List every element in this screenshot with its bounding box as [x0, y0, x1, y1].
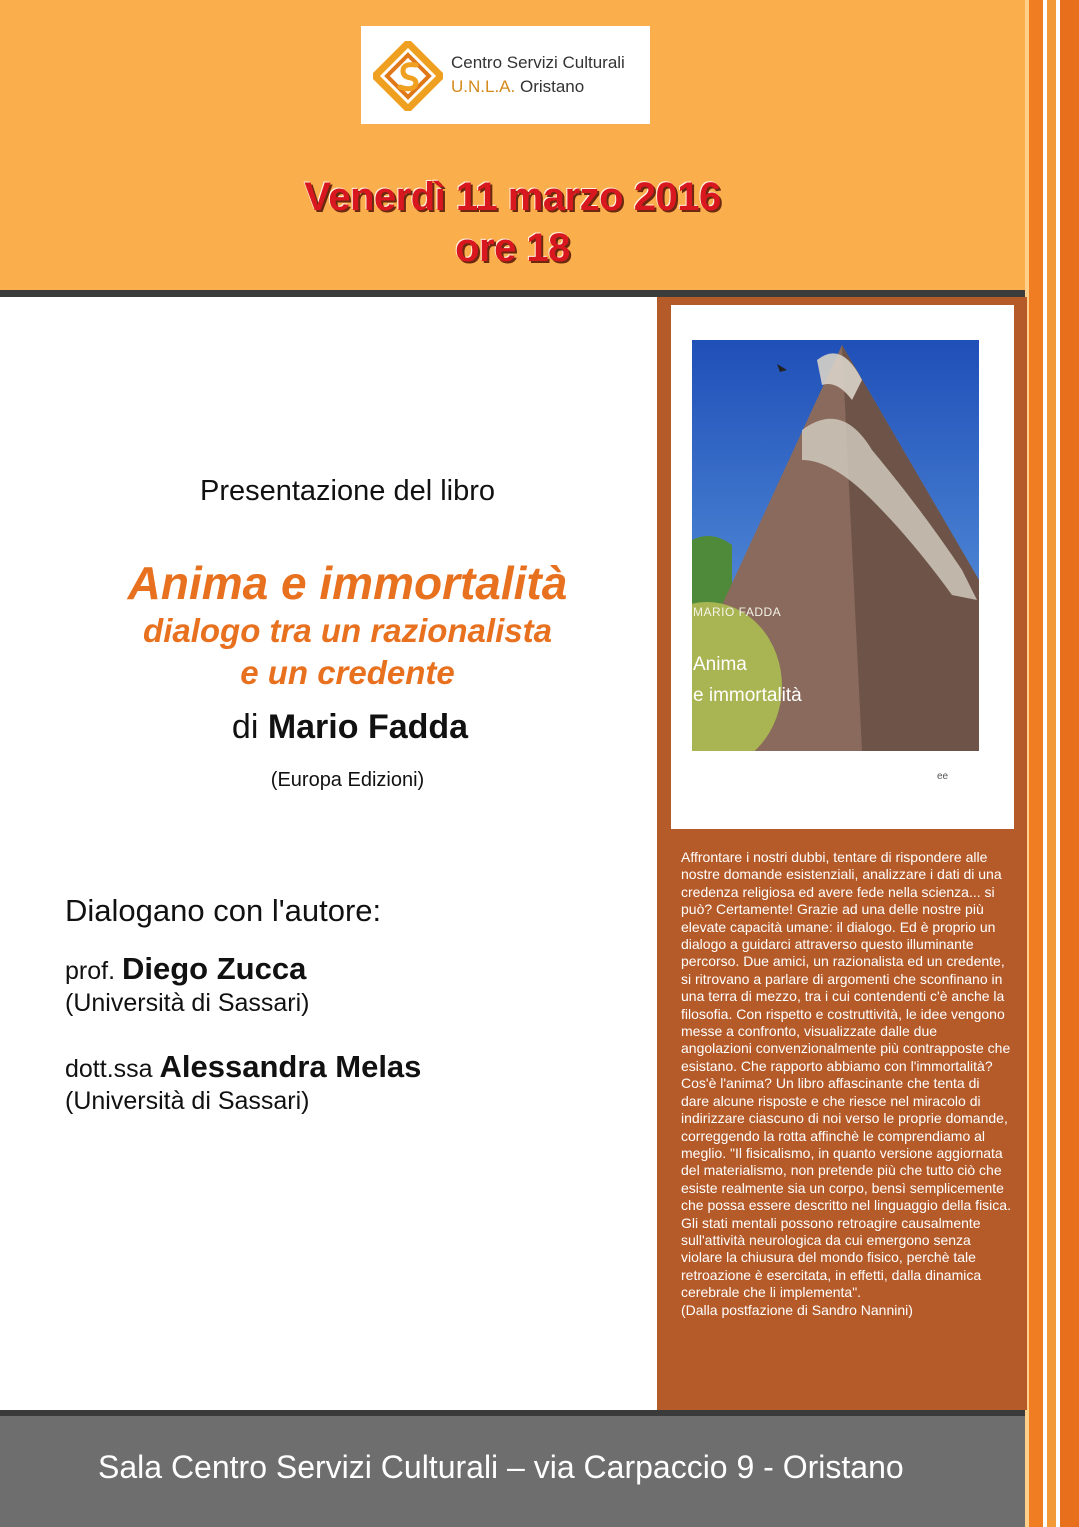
- author-prefix: di: [231, 708, 268, 746]
- speaker-title: prof.: [65, 957, 122, 985]
- logo: [361, 26, 650, 124]
- header-divider: [0, 290, 1025, 297]
- event-datetime: [0, 172, 1025, 274]
- stripe: [1029, 0, 1043, 1527]
- book-publisher: (Europa Edizioni): [270, 769, 425, 791]
- speaker-2-affiliation: (Università di Sassari): [65, 1087, 310, 1115]
- subtitle-line-2: e un credente: [240, 654, 455, 691]
- book-blurb: [681, 849, 1011, 1319]
- speaker-title: dott.ssa: [65, 1055, 160, 1083]
- logo-line-1: Centro Servizi Culturali: [451, 53, 625, 72]
- cover-author: MARIO FADDA: [693, 605, 782, 619]
- event-time: ore 18: [455, 226, 570, 270]
- speakers-heading: Dialogano con l'autore:: [65, 893, 382, 928]
- side-stripes: [1025, 0, 1079, 1527]
- author-name: Mario Fadda: [267, 708, 469, 746]
- book-author: [0, 708, 700, 747]
- stripe: [1060, 0, 1079, 1527]
- presentation-intro: Presentazione del libro: [199, 475, 495, 507]
- cover-title-line-2: e immortalità: [693, 685, 802, 706]
- book-cover: [671, 305, 1014, 829]
- logo-acronym: U.N.L.A.: [451, 77, 516, 96]
- speaker-2: [65, 1049, 421, 1085]
- book-title: Anima e immortalità: [127, 557, 568, 609]
- logo-city: Oristano: [515, 77, 585, 96]
- speaker-name: Alessandra Melas: [159, 1049, 422, 1084]
- subtitle-line-1: dialogo tra un razionalista: [143, 612, 552, 649]
- venue-address: Sala Centro Servizi Culturali – via Carpaccio 9 - Oristano: [98, 1449, 904, 1485]
- speaker-1: [65, 951, 306, 987]
- speaker-1-affiliation: (Università di Sassari): [65, 989, 310, 1017]
- blurb-credit: (Dalla postfazione di Sandro Nannini): [681, 1301, 913, 1318]
- book-subtitle: [0, 610, 695, 694]
- stripe: [1047, 0, 1056, 1527]
- publisher-logo: ee: [937, 771, 949, 782]
- blurb-text: Affrontare i nostri dubbi, tentare di rispondere alle nostre domande esistenziali, analizzare i dati di una credenza religiosa ed avere fede nella scienza... si può? Certamente! Grazie ad una delle nostre più elevate capacità umane: il dialogo. Ed è proprio un dialogo a guidarci attraverso questo illuminante percorso. Due amici, un razionalista ed un credente, si ritrovano a parlare di argomenti che sconfinano in una terra di mezzo, tra i cui contendenti c'è anche la filosofia. Con rispetto e costruttività, le idee vengono messe a confronto, visualizzate dalle due angolazioni convenzionalmente più contrapposte che esistano. Che rapporto abbiamo con l'immortalità? Cos'è l'anima? Un libro affascinante che tenta di dare alcune risposte e che riesce nel miracolo di indirizzare ciascuno di noi verso le proprie domande, correggendo la rotta affinchè le comprendiamo al meglio. "Il fisicalismo, in quanto versione aggiornata del materialismo, non pretende più che tutto ciò che esiste realmente sia un corpo, bensì semplicemente che possa essere descritto nel linguaggio della fisica. Gli stati mentali possono retroagire causalmente sull'attività neurologica da cui emergono senza violare la chiusura del mondo fisico, perchè tale retroazione è esercitata, in effetti, dalla dinamica cerebrale che li implementa".: [681, 849, 1011, 1301]
- cover-title-line-1: Anima: [693, 654, 747, 675]
- logo-line-2: [451, 77, 584, 97]
- event-date: Venerdì 11 marzo 2016: [304, 175, 721, 219]
- unla-diamond-logo-icon: [373, 41, 443, 111]
- speaker-name: Diego Zucca: [121, 951, 307, 986]
